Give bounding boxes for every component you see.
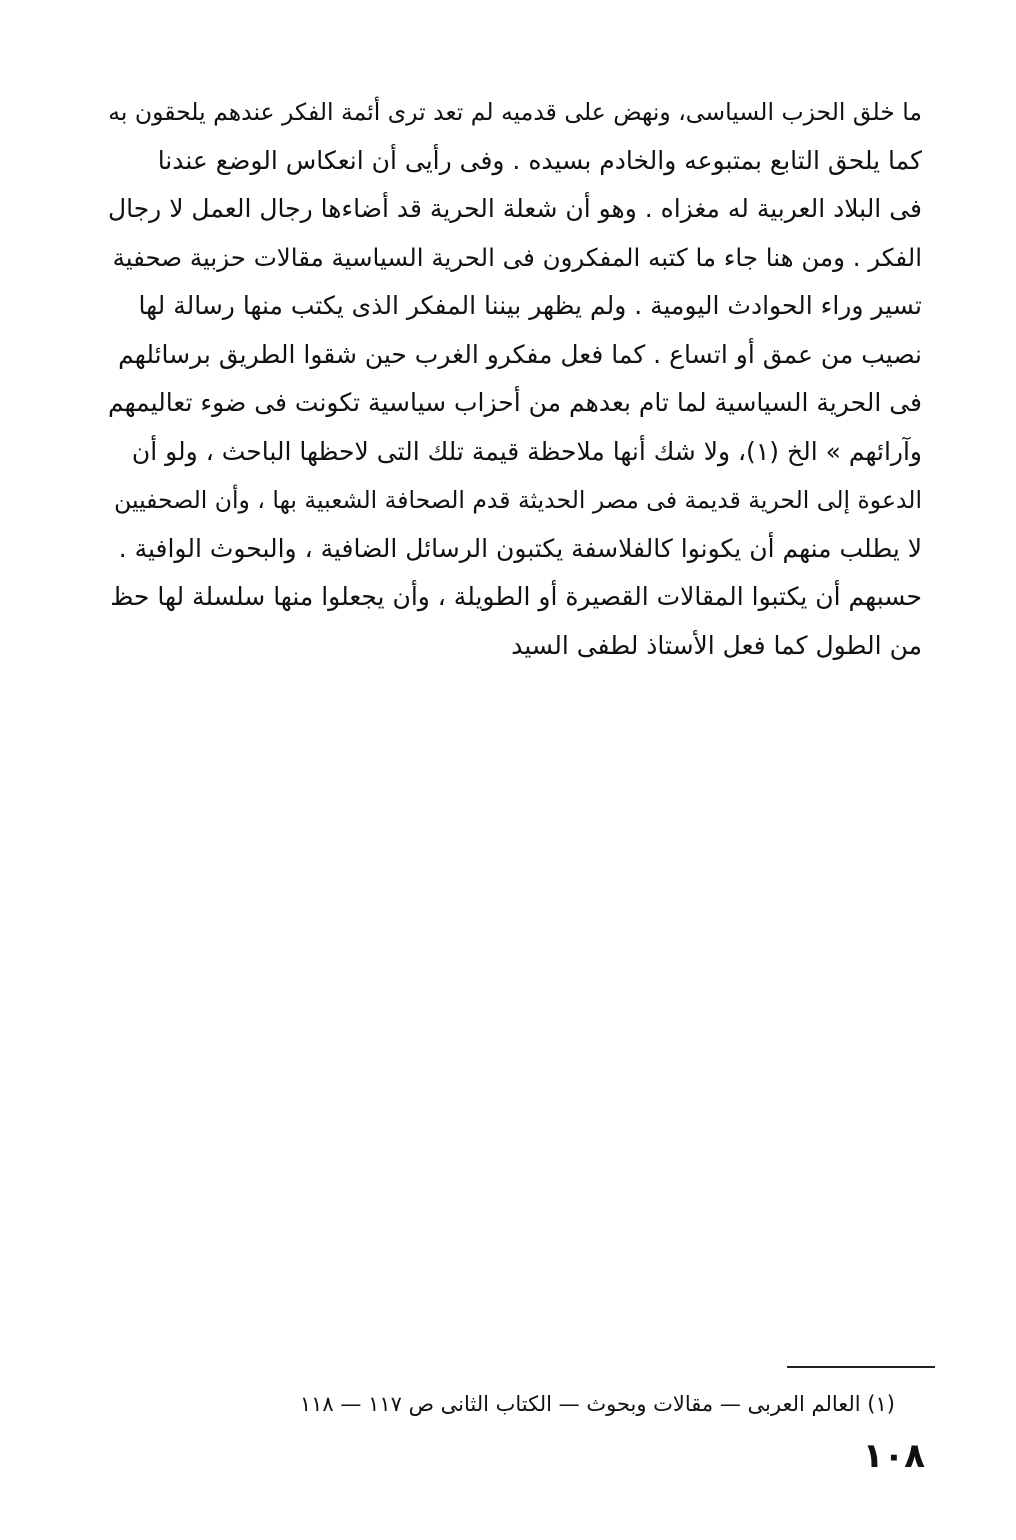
text-line: الدعوة إلى الحرية قديمة فى مصر الحديثة قدم الصحافة الشعبية بها ، وأن الصحفيين	[114, 486, 922, 514]
footnote-divider	[787, 1366, 935, 1368]
text-line: وآرائهم » الخ (١)، ولا شك أنها ملاحظة قيمة تلك التى لاحظها الباحث ، ولو أن	[131, 436, 922, 466]
text-line: نصيب من عمق أو اتساع . كما فعل مفكرو الغرب حين شقوا الطريق برسائلهم	[118, 339, 922, 369]
text-line: حسبهم أن يكتبوا المقالات القصيرة أو الطويلة ، وأن يجعلوا منها سلسلة لها حظ	[110, 582, 922, 611]
footnote: (١) العالم العربى — مقالات وبحوث — الكتاب الثانى ص ١١٧ — ١١٨	[299, 1392, 895, 1416]
text-line: كما يلحق التابع بمتبوعه والخادم بسيده . وفى رأيى أن انعكاس الوضع عندنا	[157, 145, 922, 175]
text-line: فى الحرية السياسية لما تام بعدهم من أحزاب سياسية تكونت فى ضوء تعاليمهم	[107, 388, 922, 417]
text-line: الفكر . ومن هنا جاء ما كتبه المفكرون فى الحرية السياسية مقالات حزبية صحفية	[112, 242, 922, 272]
text-line: من الطول كما فعل الأستاذ لطفى السيد	[511, 630, 922, 660]
main-text	[100, 88, 922, 670]
text-line: تسير وراء الحوادث اليومية . ولم يظهر بيننا المفكر الذى يكتب منها رسالة لها	[138, 291, 922, 320]
page-number: ١٠٨	[862, 1436, 925, 1476]
text-line: ما خلق الحزب السياسى، ونهض على قدميه لم تعد ترى أئمة الفكر عندهم يلحقون به	[108, 98, 922, 126]
text-line: فى البلاد العربية له مغزاه . وهو أن شعلة الحرية قد أضاءها رجال العمل لا رجال	[107, 194, 922, 223]
text-line: لا يطلب منهم أن يكونوا كالفلاسفة يكتبون الرسائل الضافية ، والبحوث الوافية .	[118, 533, 922, 563]
